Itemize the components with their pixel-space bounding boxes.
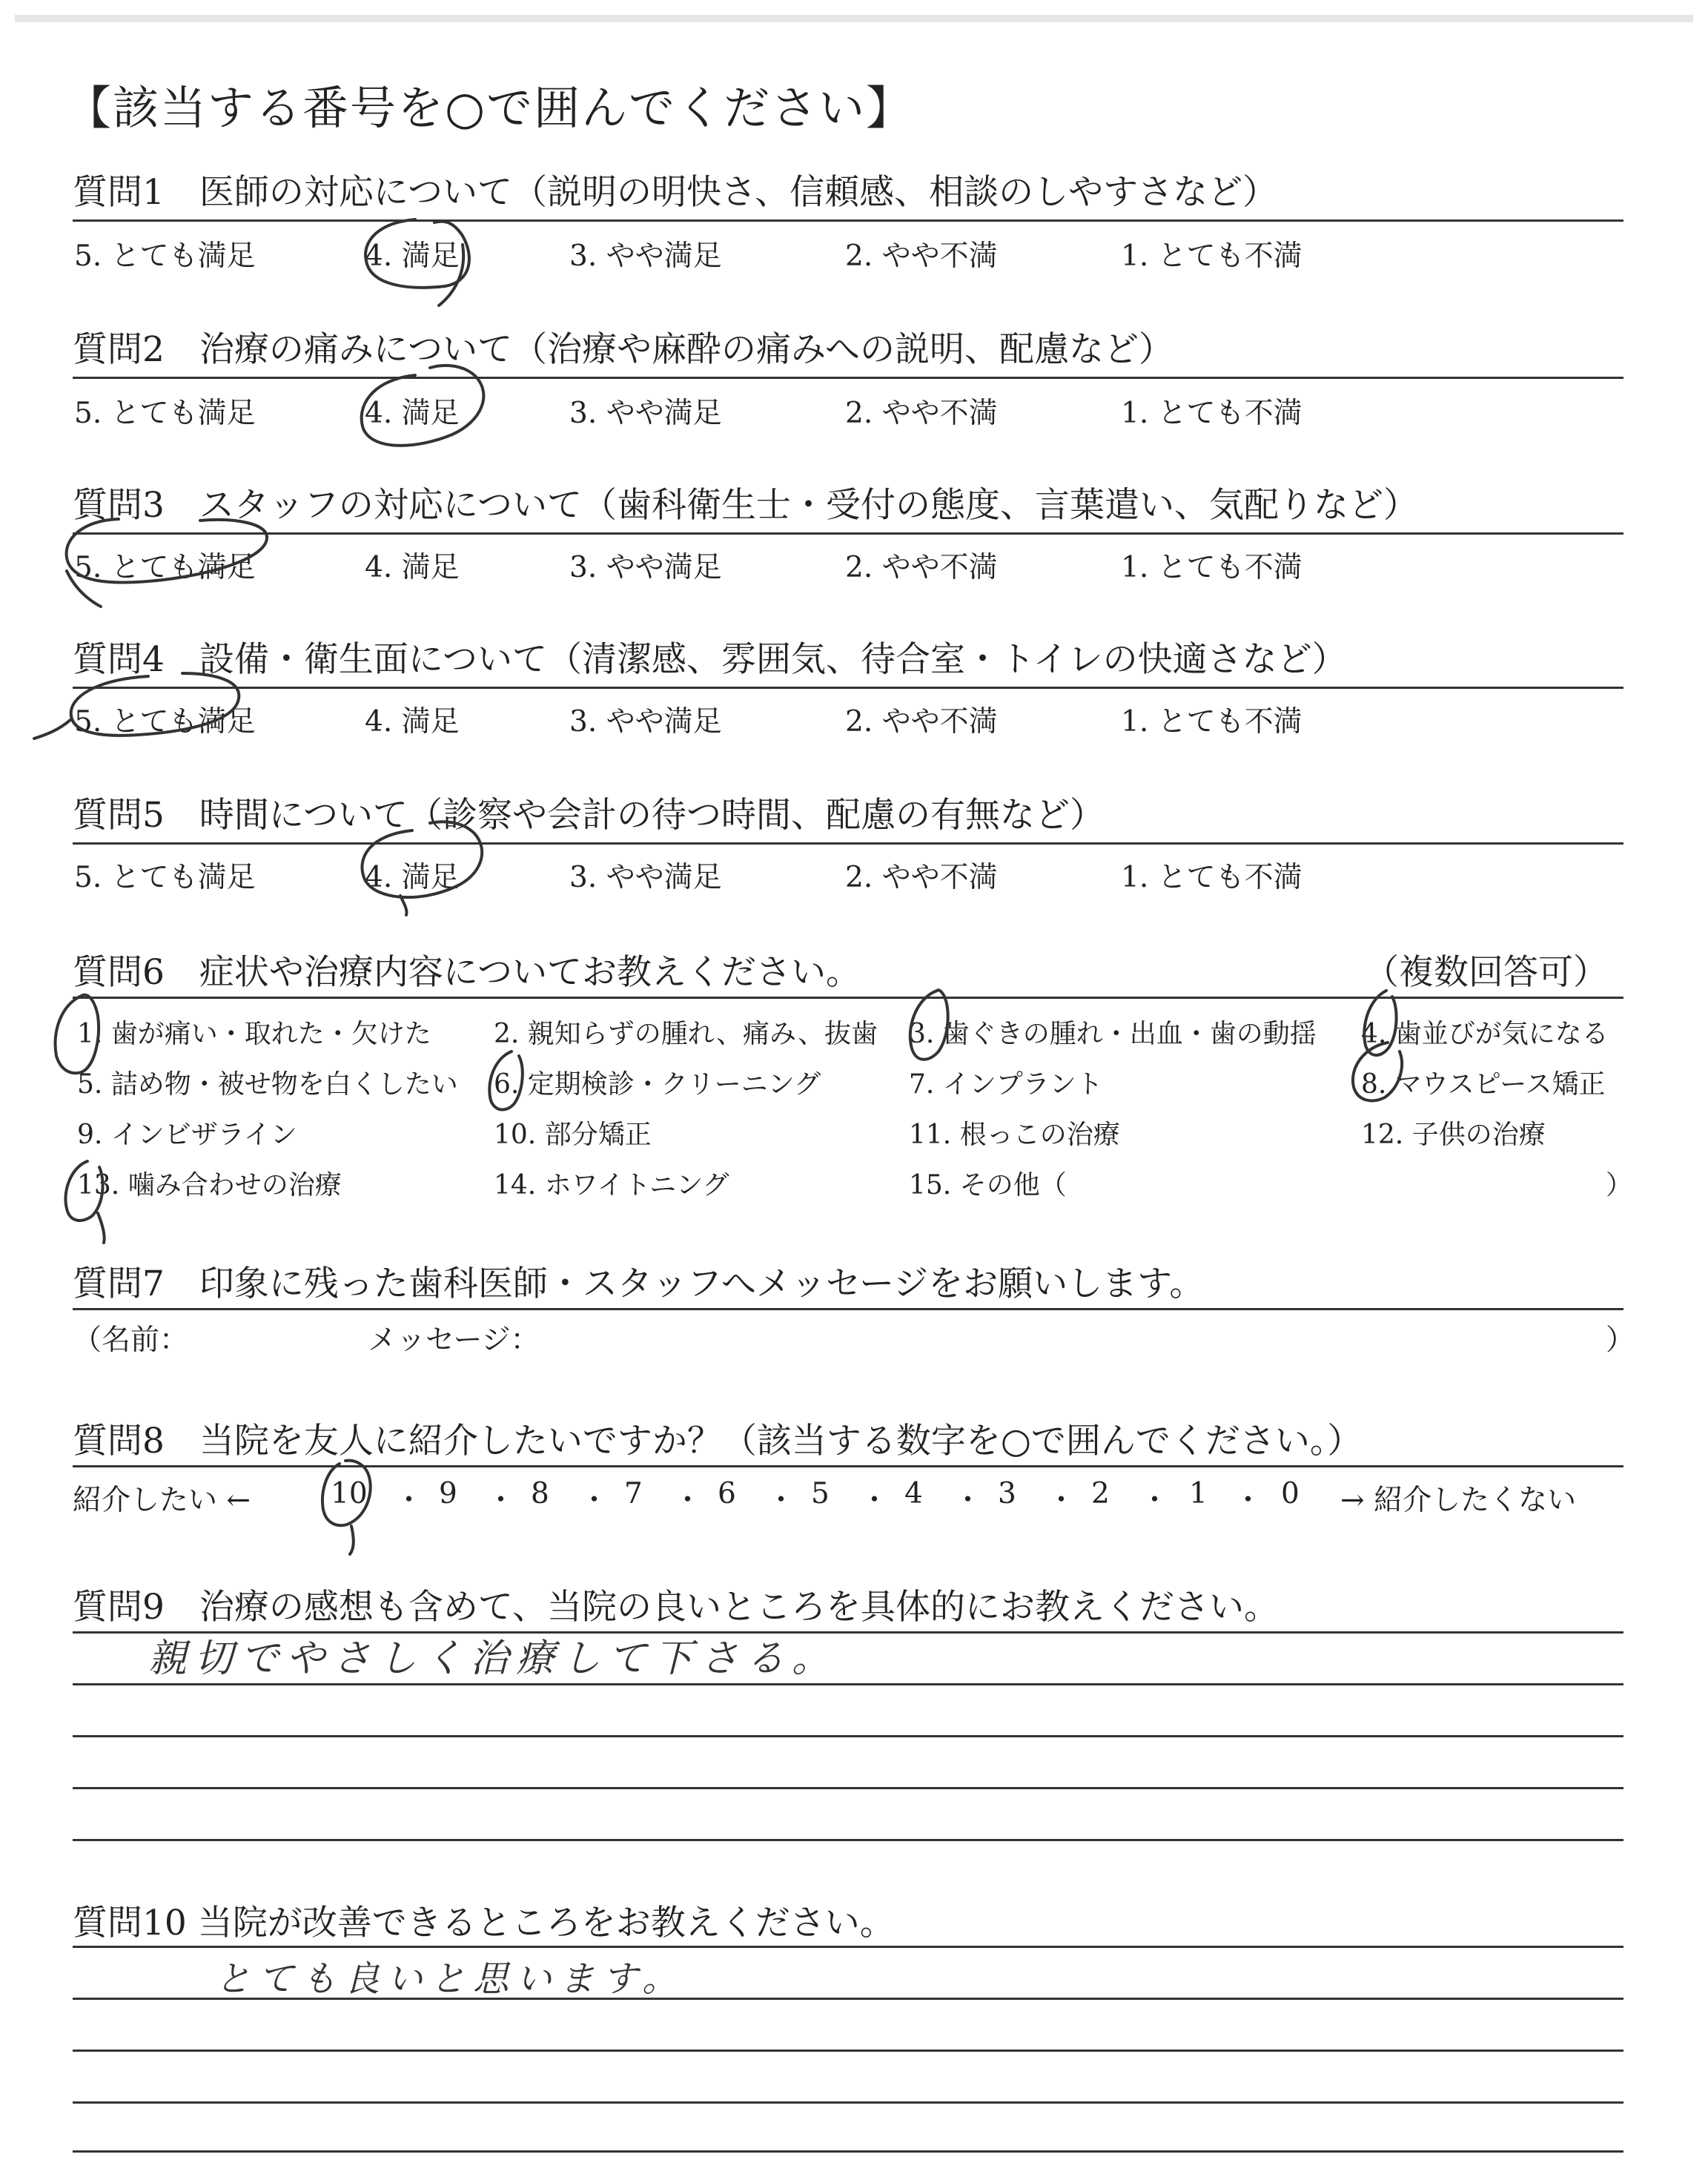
q8-number-4[interactable]: 4 [904,1477,923,1510]
q3-option-5[interactable]: 5. とても満足 [74,551,256,584]
q4-option-4[interactable]: 4. 満足 [365,705,460,739]
form-header: 【該当する番号を○で囲んでください】 [65,81,914,135]
q3-option-2[interactable]: 2. やや不満 [845,551,998,584]
q4-title: 質問4 設備・衛生面について（清潔感、雰囲気、待合室・トイレの快適さなど） [73,639,1347,680]
q8-number-10[interactable]: 10 [331,1477,368,1510]
q5-rule [73,842,1623,845]
q1-option-1[interactable]: 1. とても不満 [1121,240,1302,273]
q8-title: 質問8 当院を友人に紹介したいですか？（該当する数字を○で囲んでください。） [73,1421,1363,1462]
q6-option-12[interactable]: 12. 子供の治療 [1361,1120,1546,1150]
q2-rule [73,377,1623,379]
q8-right-label: → 紹介したくない [1340,1484,1577,1517]
q8-rule [73,1465,1623,1467]
q9-answer-line [73,1735,1623,1737]
q4-option-3[interactable]: 3. やや満足 [569,705,722,739]
q8-number-7[interactable]: 7 [624,1477,643,1510]
q8-number-6[interactable]: 6 [718,1477,736,1510]
q7-name-label[interactable]: （名前： [73,1324,189,1357]
q6-option-9[interactable]: 9. インビザライン [77,1120,297,1150]
q4-option-2[interactable]: 2. やや不満 [845,705,998,739]
q8-separator: ・ [860,1484,890,1517]
q8-number-3[interactable]: 3 [998,1477,1016,1510]
q7-message-label[interactable]: メッセージ： [368,1324,540,1357]
q6-option-10[interactable]: 10. 部分矯正 [494,1120,652,1150]
q6-option-3[interactable]: 3. 歯ぐきの腫れ・出血・歯の動揺 [909,1019,1317,1049]
q8-separator: ・ [1234,1484,1263,1517]
q6-option-4[interactable]: 4. 歯並びが気になる [1361,1019,1609,1049]
q9-answer-line [73,1787,1623,1789]
q10-handwritten-answer[interactable]: とても良いと思います。 [215,1958,686,2000]
q6-rule [73,997,1623,999]
q6-option-6[interactable]: 6. 定期検診・クリーニング [494,1069,821,1100]
q1-rule [73,219,1623,222]
q4-option-5[interactable]: 5. とても満足 [74,705,256,739]
q8-separator: ・ [953,1484,983,1517]
q3-option-3[interactable]: 3. やや満足 [569,551,722,584]
q10-answer-line [73,2050,1623,2052]
q9-answer-line [73,1839,1623,1841]
q9-title: 質問9 治療の感想も含めて、当院の良いところを具体的にお教えください。 [73,1587,1279,1628]
q6-option-8[interactable]: 8. マウスピース矯正 [1361,1069,1606,1100]
q7-close: ） [1606,1324,1635,1357]
q5-title: 質問5 時間について（診察や会計の待つ時間、配慮の有無など） [73,795,1105,836]
q6-title: 質問6 症状や治療内容についてお教えください。 [73,952,861,993]
q7-title: 質問7 印象に残った歯科医師・スタッフへメッセージをお願いします。 [73,1264,1205,1304]
q3-rule [73,532,1623,535]
q6-option-2[interactable]: 2. 親知らずの腫れ、痛み、抜歯 [494,1019,878,1049]
q1-option-4[interactable]: 4. 満足 [365,240,460,273]
q3-title: 質問3 スタッフの対応について（歯科衛生士・受付の態度、言葉遣い、気配りなど） [73,485,1418,526]
q8-number-8[interactable]: 8 [531,1477,549,1510]
q8-separator: ・ [394,1484,424,1517]
q3-option-1[interactable]: 1. とても不満 [1121,551,1302,584]
q6-other-close: ） [1606,1170,1633,1200]
q5-option-1[interactable]: 1. とても不満 [1121,861,1302,894]
q8-separator: ・ [673,1484,703,1517]
q8-separator: ・ [580,1484,609,1517]
q8-left-label: 紹介したい ← [73,1484,251,1517]
q1-option-2[interactable]: 2. やや不満 [845,240,998,273]
q2-title: 質問2 治療の痛みについて（治療や麻酔の痛みへの説明、配慮など） [73,329,1174,370]
q7-rule [73,1308,1623,1310]
q8-number-2[interactable]: 2 [1091,1477,1110,1510]
q2-option-2[interactable]: 2. やや不満 [845,397,998,430]
q6-option-15[interactable]: 15. その他（ [909,1170,1067,1200]
q2-option-5[interactable]: 5. とても満足 [74,397,256,430]
scan-edge [15,15,1693,22]
q4-option-1[interactable]: 1. とても不満 [1121,705,1302,739]
q10-answer-line [73,2150,1623,2153]
q8-number-9[interactable]: 9 [439,1477,457,1510]
q8-separator: ・ [1140,1484,1170,1517]
q1-option-3[interactable]: 3. やや満足 [569,240,722,273]
q6-option-1[interactable]: 1. 歯が痛い・取れた・欠けた [77,1019,431,1049]
q8-separator: ・ [1047,1484,1076,1517]
q2-option-3[interactable]: 3. やや満足 [569,397,722,430]
q5-option-4[interactable]: 4. 満足 [365,861,460,894]
q8-separator: ・ [486,1484,516,1517]
q4-rule [73,687,1623,689]
q6-option-11[interactable]: 11. 根っこの治療 [909,1120,1120,1150]
q3-option-4[interactable]: 4. 満足 [365,551,460,584]
q9-answer-line [73,1683,1623,1685]
q8-separator: ・ [767,1484,796,1517]
q2-option-4[interactable]: 4. 満足 [365,397,460,430]
q6-multiple-note: （複数回答可） [1364,952,1608,993]
q6-option-14[interactable]: 14. ホワイトニング [494,1170,729,1200]
q6-option-5[interactable]: 5. 詰め物・被せ物を白くしたい [77,1069,458,1100]
q8-number-5[interactable]: 5 [811,1477,830,1510]
q6-option-13[interactable]: 13. 噛み合わせの治療 [77,1170,342,1200]
q10-title: 質問10 当院が改善できるところをお教えください。 [73,1903,895,1943]
q6-option-7[interactable]: 7. インプラント [909,1069,1103,1100]
q5-option-3[interactable]: 3. やや満足 [569,861,722,894]
q5-option-5[interactable]: 5. とても満足 [74,861,256,894]
q8-number-0[interactable]: 0 [1281,1477,1300,1510]
q9-handwritten-answer[interactable]: 親切でやさしく治療して下さる。 [148,1636,838,1681]
q2-option-1[interactable]: 1. とても不満 [1121,397,1302,430]
q10-answer-line [73,2101,1623,2104]
q1-option-5[interactable]: 5. とても満足 [74,240,256,273]
q10-answer-line [73,1946,1623,1948]
q8-number-1[interactable]: 1 [1189,1477,1208,1510]
q1-title: 質問1 医師の対応について（説明の明快さ、信頼感、相談のしやすさなど） [73,172,1278,213]
q5-option-2[interactable]: 2. やや不満 [845,861,998,894]
